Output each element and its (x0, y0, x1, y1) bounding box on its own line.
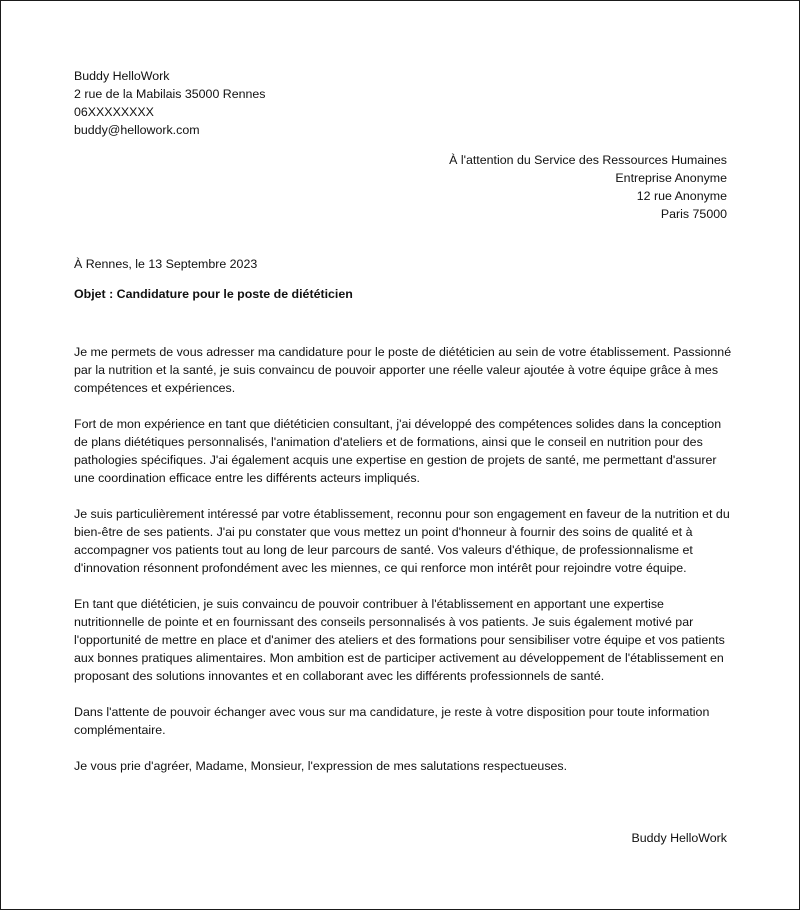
sender-email: buddy@hellowork.com (74, 123, 200, 137)
sender-address: 2 rue de la Mabilais 35000 Rennes (74, 87, 266, 101)
sender-block (74, 67, 266, 139)
body-paragraph: Je me permets de vous adresser ma candidature pour le poste de diététicien au sein de votre établissement. Passionné par la nutrition et la santé, je suis convaincu de pouvoir apporter une réelle valeur ajoutée à votre équipe grâce à mes compétences et expériences. (74, 345, 732, 395)
signature: Buddy HelloWork (631, 831, 727, 845)
recipient-block (449, 151, 727, 223)
recipient-attention: À l'attention du Service des Ressources Humaines (449, 153, 727, 167)
body-paragraph: Je suis particulièrement intéressé par votre établissement, reconnu pour son engagement en faveur de la nutrition et du bien-être de ses patients. J'ai pu constater que vous mettez un point d'honneur à fournir des soins de qualité et à accompagner vos patients tout au long de leur parcours de santé. Vos valeurs d'éthique, de professionnalisme et d'innovation résonnent profondément avec les miennes, ce qui renforce mon intérêt pour rejoindre votre équipe. (74, 507, 730, 575)
subject-line: Objet : Candidature pour le poste de diététicien (74, 287, 353, 301)
date-line: À Rennes, le 13 Septembre 2023 (74, 257, 258, 271)
body-paragraph: Dans l'attente de pouvoir échanger avec vous sur ma candidature, je reste à votre disposition pour toute information complémentaire. (74, 705, 710, 737)
sender-phone: 06XXXXXXXX (74, 105, 154, 119)
closing-paragraph: Je vous prie d'agréer, Madame, Monsieur, l'expression de mes salutations respectueuses. (74, 759, 568, 773)
letter-body (74, 343, 734, 775)
body-paragraph: Fort de mon expérience en tant que diététicien consultant, j'ai développé des compétences solides dans la conception de plans diététiques personnalisés, l'animation d'ateliers et de formations, ainsi que le conseil en nutrition pour des pathologies spécifiques. J'ai également acquis une expertise en gestion de projets de santé, me permettant d'assurer une coordination efficace entre les différents acteurs impliqués. (74, 417, 722, 485)
recipient-city: Paris 75000 (660, 207, 727, 221)
recipient-company: Entreprise Anonyme (615, 171, 727, 185)
body-paragraph: En tant que diététicien, je suis convaincu de pouvoir contribuer à l'établissement en apportant une expertise nutritionnelle de pointe et en fournissant des conseils personnalisés à vos patients. Je suis également motivé par l'opportunité de mettre en place et d'animer des ateliers et des formations pour sensibiliser votre équipe et vos patients aux bonnes pratiques alimentaires. Mon ambition est de participer activement au développement de l'établissement en proposant des solutions innovantes et en collaborant avec les différents professionnels de santé. (74, 597, 725, 683)
recipient-street: 12 rue Anonyme (636, 189, 727, 203)
sender-name: Buddy HelloWork (74, 69, 170, 83)
